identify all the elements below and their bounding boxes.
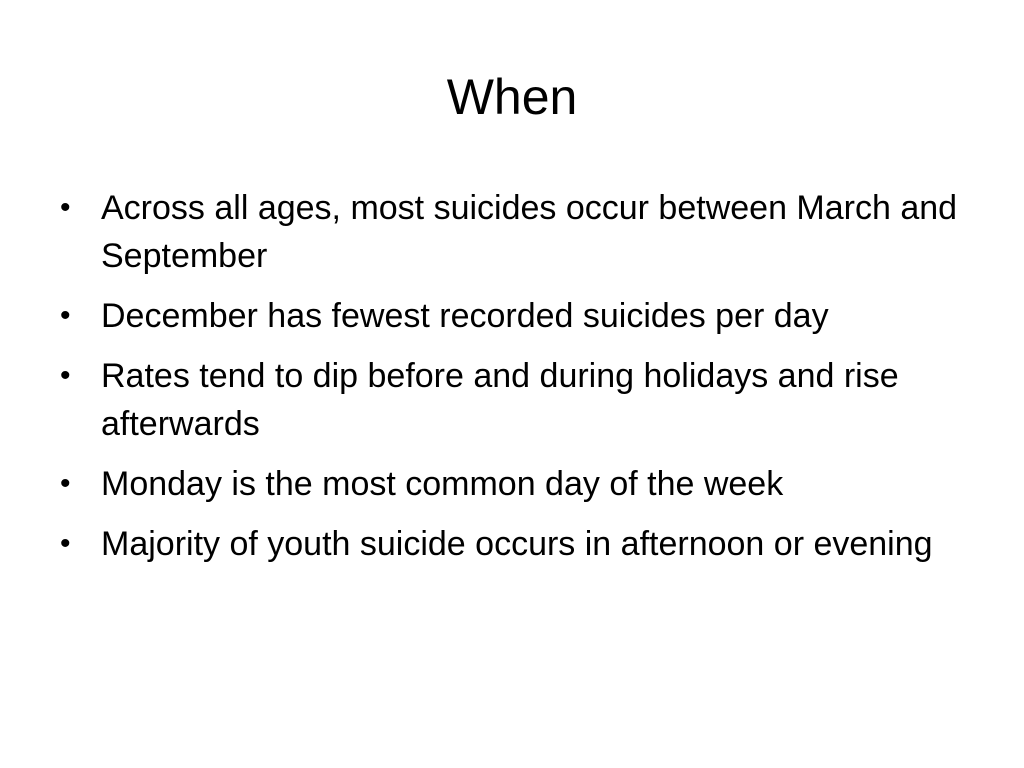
bullet-text: Across all ages, most suicides occur between March and September [101,189,958,275]
bullet-item [60,520,970,568]
bullet-item [60,460,970,508]
bullet-item [60,184,970,280]
bullet-text: December has fewest recorded suicides per day [101,297,829,335]
bullet-text: Monday is the most common day of the week [101,465,784,503]
bullet-dot-icon: • [60,467,71,500]
bullet-dot-icon: • [60,299,71,332]
bullet-dot-icon: • [60,191,71,224]
bullet-item [60,292,970,340]
bullet-list [60,184,970,580]
bullet-text: Rates tend to dip before and during holidays and rise afterwards [101,357,899,443]
bullet-text: Majority of youth suicide occurs in afternoon or evening [101,525,933,563]
slide-title: When [446,69,578,125]
bullet-item [60,352,970,448]
bullet-dot-icon: • [60,359,71,392]
bullet-dot-icon: • [60,527,71,560]
